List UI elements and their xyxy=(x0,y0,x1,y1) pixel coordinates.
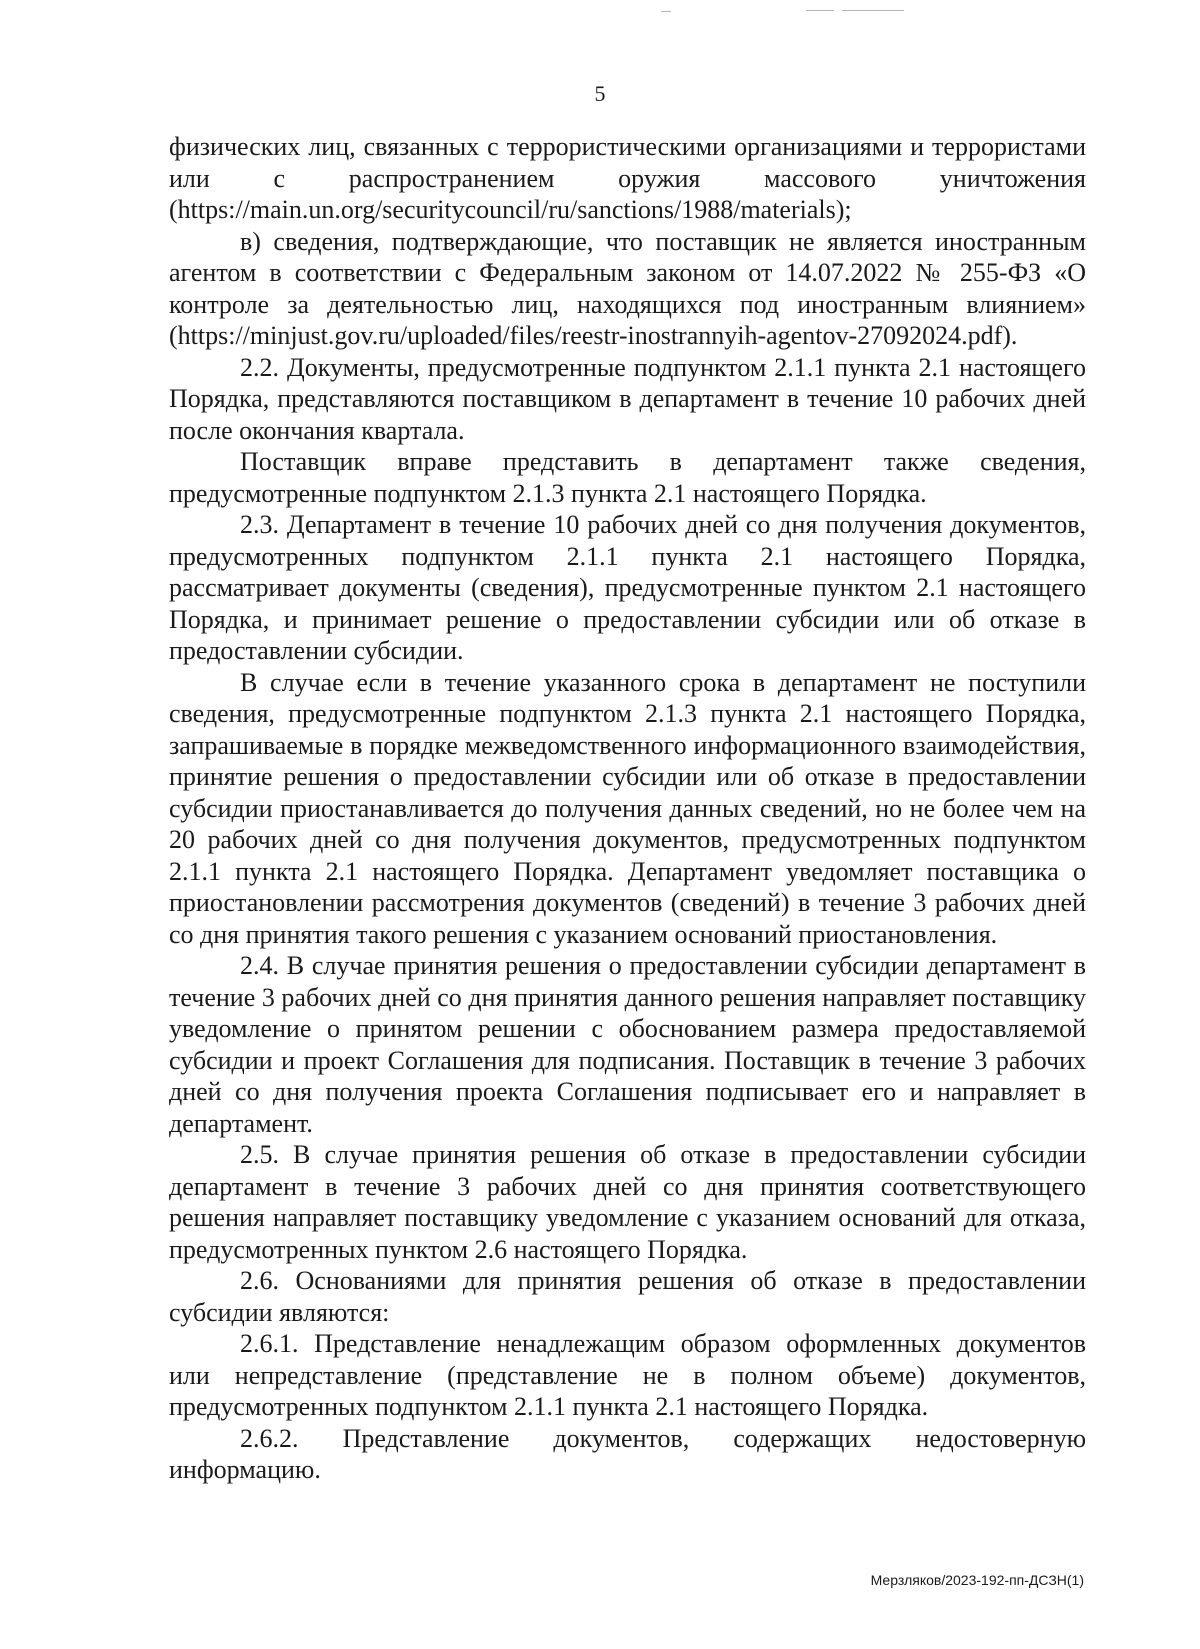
scan-artifact-mark xyxy=(806,10,834,11)
page-number: 5 xyxy=(594,81,606,106)
document-body xyxy=(169,131,1086,1486)
paragraph: В случае если в течение указанного срока в департамент не поступили сведения, предусмотренные подпунктом 2.1.3 пункта 2.1 настоящего Порядка, запрашиваемые в порядке межведомственного информационного взаимодействия, принятие решения о предоставлении субсидии или об отказе в предоставлении субсидии приостанавливается до получения данных сведений, но не более чем на 20 рабочих дней со дня получения документов, предусмотренных подпунктом 2.1.1 пункта 2.1 настоящего Порядка. Департамент уведомляет поставщика о приостановлении рассмотрения документов (сведений) в течение 3 рабочих дней со дня принятия такого решения с указанием оснований приостановления. xyxy=(169,667,1086,949)
paragraph: 2.4. В случае принятия решения о предоставлении субсидии департамент в течение 3 рабочих дней со дня принятия данного решения направляет поставщику уведомление о принятом решении с обоснованием размера предоставляемой субсидии и проект Соглашения для подписания. Поставщик в течение 3 рабочих дней со дня получения проекта Соглашения подписывает его и направляет в департамент. xyxy=(169,951,1086,1138)
paragraph: 2.6. Основаниями для принятия решения об отказе в предоставлении субсидии являются: xyxy=(169,1266,1086,1327)
paragraph: 2.3. Департамент в течение 10 рабочих дней со дня получения документов, предусмотренных подпунктом 2.1.1 пункта 2.1 настоящего Порядка, рассматривает документы (сведения), предусмотренные пунктом 2.1 настоящего Порядка, и принимает решение о предоставлении субсидии или об отказе в предоставлении субсидии. xyxy=(169,510,1086,665)
paragraph: 2.6.2. Представление документов, содержащих недостоверную информацию. xyxy=(169,1423,1086,1484)
paragraph: Поставщик вправе представить в департамент также сведения, предусмотренные подпунктом 2.1.3 пункта 2.1 настоящего Порядка. xyxy=(169,447,1086,508)
scan-artifact-mark xyxy=(661,11,671,12)
document-reference-footer: Мерзляков/2023-192-пп-ДСЗН(1) xyxy=(870,1572,1084,1588)
paragraph: 2.2. Документы, предусмотренные подпунктом 2.1.1 пункта 2.1 настоящего Порядка, представляются поставщиком в департамент в течение 10 рабочих дней после окончания квартала. xyxy=(169,352,1086,445)
paragraph: 2.5. В случае принятия решения об отказе в предоставлении субсидии департамент в течение 3 рабочих дней со дня принятия соответствующего решения направляет поставщику уведомление с указанием оснований для отказа, предусмотренных пунктом 2.6 настоящего Порядка. xyxy=(169,1140,1086,1264)
paragraph: физических лиц, связанных с террористическими организациями и террористами или с распространением оружия массового уничтожения (https://main.un.org/securitycouncil/ru/sanctions/1988/materials); xyxy=(169,132,1086,224)
paragraph: 2.6.1. Представление ненадлежащим образом оформленных документов или непредставление (представление не в полном объеме) документов, предусмотренных подпунктом 2.1.1 пункта 2.1 настоящего Порядка. xyxy=(169,1329,1086,1421)
paragraph: в) сведения, подтверждающие, что поставщик не является иностранным агентом в соответствии с Федеральным законом от 14.07.2022 № 255-ФЗ «О контроле за деятельностью лиц, находящихся под иностранным влиянием» (https://minjust.gov.ru/uploaded/files/reestr-inostrannyih-agentov-27092024.pdf). xyxy=(169,226,1086,350)
scan-artifact-mark xyxy=(842,10,904,11)
